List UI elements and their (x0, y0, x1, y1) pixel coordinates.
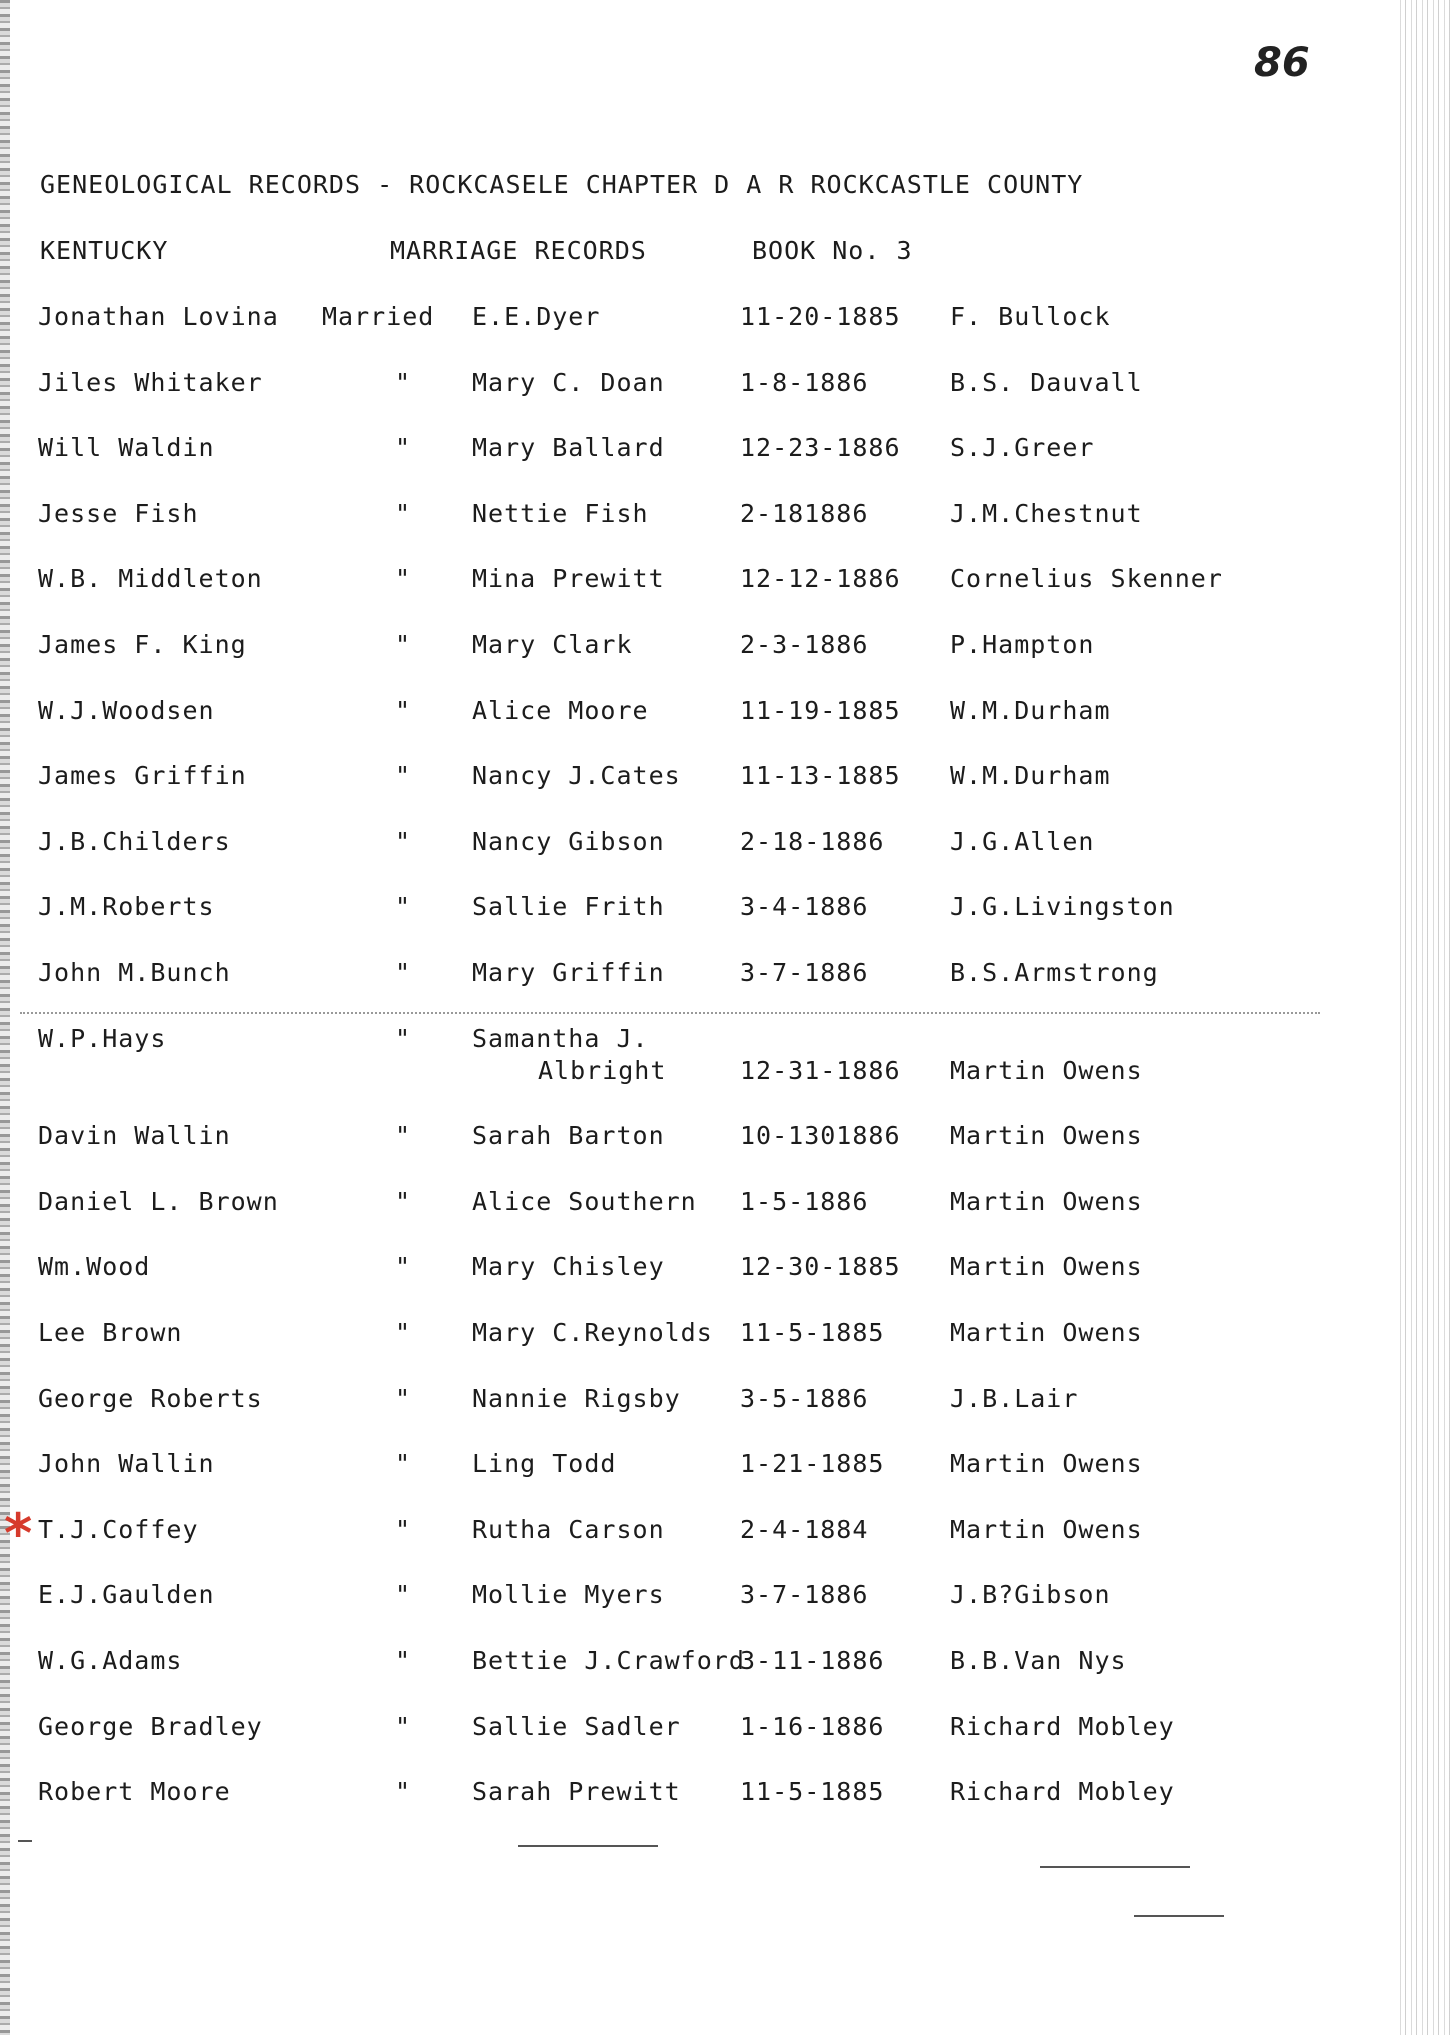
groom-name: W.J.Woodsen (38, 695, 215, 725)
bride-name: Sarah Prewitt (472, 1777, 681, 1807)
groom-name: George Roberts (38, 1383, 263, 1413)
officiant-name: J.G.Livingston (950, 892, 1175, 922)
bride-name: Ling Todd (472, 1449, 617, 1479)
marriage-status: " (395, 1580, 412, 1610)
officiant-name: W.M.Durham (950, 695, 1111, 725)
groom-name: Daniel L. Brown (38, 1186, 279, 1216)
marriage-status: " (395, 1711, 412, 1741)
officiant-name: B.B.Van Nys (950, 1646, 1127, 1675)
bride-name: Rutha Carson (472, 1514, 665, 1544)
marriage-status: " (395, 564, 412, 594)
groom-name: George Bradley (38, 1711, 263, 1741)
bride-name: E.E.Dyer (472, 302, 601, 331)
marriage-date: 3-5-1886 (740, 1383, 869, 1413)
bride-name: Mary C. Doan (472, 367, 665, 397)
bride-name: Mary Chisley (472, 1252, 665, 1282)
officiant-name: Richard Mobley (950, 1711, 1175, 1741)
bride-name: Nannie Rigsby (472, 1383, 681, 1413)
section-label: MARRIAGE RECORDS (390, 236, 647, 265)
marriage-status: Married (322, 302, 435, 331)
book-label: BOOK No. 3 (752, 236, 913, 265)
bride-name: Mary Clark (472, 630, 633, 659)
bride-name: Sarah Barton (472, 1121, 665, 1151)
marriage-date: 3-7-1886 (740, 1580, 869, 1610)
groom-name: John Wallin (38, 1449, 215, 1479)
state-label: KENTUCKY (40, 236, 169, 265)
bride-name: Mollie Myers (472, 1580, 665, 1610)
marriage-date: 12-12-1886 (740, 564, 901, 594)
groom-name: Will Waldin (38, 433, 215, 463)
marriage-status: " (395, 761, 412, 791)
officiant-name: Martin Owens (950, 1514, 1143, 1544)
marriage-date: 11-19-1885 (740, 695, 901, 725)
dotted-divider (20, 1012, 1320, 1014)
marriage-status: " (395, 1252, 412, 1282)
groom-name: Jiles Whitaker (38, 367, 263, 397)
marriage-date: 1-16-1886 (740, 1711, 885, 1741)
marriage-status: " (395, 1777, 412, 1807)
groom-name: Davin Wallin (38, 1121, 231, 1151)
marriage-status: " (395, 498, 412, 528)
officiant-name: J.B?Gibson (950, 1580, 1111, 1610)
groom-name: Wm.Wood (38, 1252, 151, 1282)
officiant-name: B.S. Dauvall (950, 367, 1143, 397)
groom-name: E.J.Gaulden (38, 1580, 215, 1610)
marriage-status: " (395, 1514, 412, 1544)
scan-mark (518, 1845, 658, 1847)
marriage-status: " (395, 1449, 412, 1479)
bride-name: Nettie Fish (472, 498, 649, 528)
scan-mark (1040, 1866, 1190, 1868)
marriage-date: 3-11-1886 (740, 1646, 885, 1675)
marriage-date: 1-8-1886 (740, 367, 869, 397)
officiant-name: S.J.Greer (950, 433, 1095, 463)
officiant-name: Martin Owens (950, 1318, 1143, 1347)
groom-name: Jesse Fish (38, 498, 199, 528)
bride-name: Alice Southern (472, 1186, 697, 1216)
officiant-name: J.G.Allen (950, 826, 1095, 856)
marriage-date: 3-7-1886 (740, 958, 869, 987)
groom-name: J.M.Roberts (38, 892, 215, 922)
groom-name: W.G.Adams (38, 1646, 183, 1675)
marriage-date: 1-5-1886 (740, 1186, 869, 1216)
marriage-status: " (395, 1383, 412, 1413)
scan-right-edge (1395, 0, 1450, 2035)
marriage-status: " (395, 1318, 412, 1347)
bride-name: Nancy Gibson (472, 826, 665, 856)
bride-name: Mary Griffin (472, 958, 665, 987)
marriage-date: 11-5-1885 (740, 1318, 885, 1347)
bride-name: Mary C.Reynolds (472, 1318, 713, 1347)
bride-name: Alice Moore (472, 695, 649, 725)
marriage-status: " (395, 1186, 412, 1216)
scan-left-edge (0, 0, 10, 2035)
marriage-date: 2-181886 (740, 498, 869, 528)
marriage-date: 2-3-1886 (740, 630, 869, 659)
officiant-name: P.Hampton (950, 630, 1095, 659)
bride-name: Samantha J. (472, 1023, 649, 1053)
groom-name: Jonathan Lovina (38, 302, 279, 331)
marriage-date: 2-18-1886 (740, 826, 885, 856)
officiant-name: B.S.Armstrong (950, 958, 1159, 987)
marriage-date: 12-30-1885 (740, 1252, 901, 1282)
bride-name: Mary Ballard (472, 433, 665, 463)
officiant-name: Richard Mobley (950, 1777, 1175, 1807)
bride-name: Sallie Sadler (472, 1711, 681, 1741)
marriage-status: " (395, 1646, 412, 1675)
marriage-date: 10-1301886 (740, 1121, 901, 1151)
marriage-date: 12-31-1886 (740, 1055, 901, 1085)
officiant-name: J.M.Chestnut (950, 498, 1143, 528)
marriage-status: " (395, 958, 412, 987)
groom-name: John M.Bunch (38, 958, 231, 987)
bride-name: Sallie Frith (472, 892, 665, 922)
marriage-status: " (395, 892, 412, 922)
bride-name: Nancy J.Cates (472, 761, 681, 791)
marriage-date: 2-4-1884 (740, 1514, 869, 1544)
marriage-date: 11-5-1885 (740, 1777, 885, 1807)
marriage-status: " (395, 1121, 412, 1151)
officiant-name: Martin Owens (950, 1449, 1143, 1479)
officiant-name: J.B.Lair (950, 1383, 1079, 1413)
groom-name: Robert Moore (38, 1777, 231, 1807)
marriage-status: " (395, 630, 412, 659)
groom-name: James F. King (38, 630, 247, 659)
officiant-name: Martin Owens (950, 1186, 1143, 1216)
groom-name: T.J.Coffey (38, 1514, 199, 1544)
officiant-name: Martin Owens (950, 1121, 1143, 1151)
marriage-status: " (395, 433, 412, 463)
groom-name: W.P.Hays (38, 1023, 167, 1053)
marriage-status: " (395, 367, 412, 397)
groom-name: James Griffin (38, 761, 247, 791)
groom-name: J.B.Childers (38, 826, 231, 856)
page-number: 86 (1254, 40, 1310, 86)
marriage-date: 11-13-1885 (740, 761, 901, 791)
scan-mark (1134, 1915, 1224, 1917)
marriage-status: " (395, 1023, 412, 1053)
officiant-name: Martin Owens (950, 1055, 1143, 1085)
officiant-name: Martin Owens (950, 1252, 1143, 1282)
scan-mark (18, 1840, 32, 1842)
marriage-date: 1-21-1885 (740, 1449, 885, 1479)
marriage-status: " (395, 695, 412, 725)
groom-name: Lee Brown (38, 1318, 183, 1347)
bride-name-continued: Albright (538, 1055, 667, 1085)
officiant-name: W.M.Durham (950, 761, 1111, 791)
marriage-date: 12-23-1886 (740, 433, 901, 463)
marriage-date: 11-20-1885 (740, 302, 901, 331)
bride-name: Mina Prewitt (472, 564, 665, 594)
marriage-date: 3-4-1886 (740, 892, 869, 922)
officiant-name: F. Bullock (950, 302, 1111, 331)
bride-name: Bettie J.Crawford (472, 1646, 745, 1675)
marriage-status: " (395, 826, 412, 856)
groom-name: W.B. Middleton (38, 564, 263, 594)
red-asterisk-annotation: * (4, 1502, 33, 1565)
officiant-name: Cornelius Skenner (950, 564, 1223, 594)
document-title: GENEOLOGICAL RECORDS - ROCKCASELE CHAPTER D A R ROCKCASTLE COUNTY (40, 170, 1084, 199)
